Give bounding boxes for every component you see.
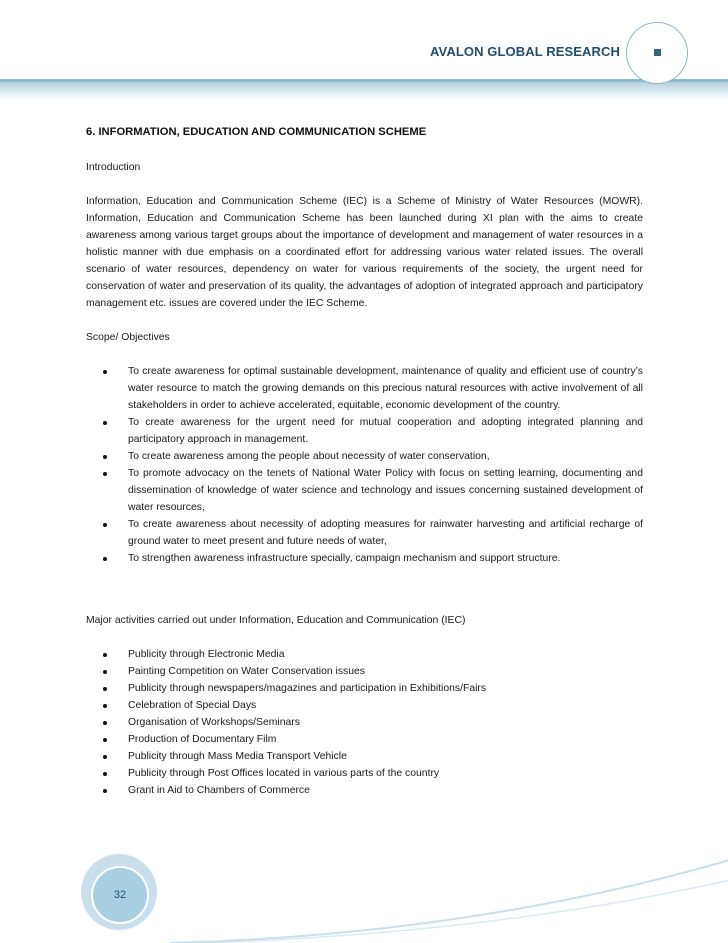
list-item: Organisation of Workshops/Seminars	[86, 714, 643, 731]
header-title: AVALON GLOBAL RESEARCH	[430, 44, 620, 59]
list-item: To promote advocacy on the tenets of National Water Policy with focus on setting learning, documenting and dissemination of knowledge of water science and technology and issues concerning sustained development of water resources,	[86, 465, 643, 516]
list-item: Publicity through Electronic Media	[86, 646, 643, 663]
list-item: To create awareness among the people about necessity of water conservation,	[86, 448, 643, 465]
bullet-icon	[103, 755, 107, 759]
bullet-icon	[103, 472, 107, 476]
bullet-icon	[103, 772, 107, 776]
list-item: To create awareness about necessity of adopting measures for rainwater harvesting and artificial recharge of ground water to meet present and future needs of water,	[86, 516, 643, 550]
bullet-icon	[103, 687, 107, 691]
section-heading: 6. INFORMATION, EDUCATION AND COMMUNICATION SCHEME	[86, 126, 427, 138]
list-item: Grant in Aid to Chambers of Commerce	[86, 782, 643, 799]
header-rule	[0, 79, 728, 82]
objectives-list	[86, 363, 643, 567]
list-item: Production of Documentary Film	[86, 731, 643, 748]
square-bullet-icon	[654, 49, 661, 56]
bullet-icon	[103, 421, 107, 425]
intro-paragraph: Information, Education and Communication Scheme (IEC) is a Scheme of Ministry of Water Resources (MOWR). Information, Education and Communication Scheme has been launched during XI plan with the aims to create awareness among various target groups about the importance of development and management of water resources in a holistic manner with due emphasis on a coordinated effort for addressing various water related issues. The overall scenario of water resources, dependency on water for various requirements of the society, the urgent need for conservation of water and preservation of its quality, the advantages of adoption of integrated approach and participatory management etc. issues are covered under the IEC Scheme.	[86, 196, 643, 309]
bullet-icon	[103, 738, 107, 742]
bullet-icon	[103, 455, 107, 459]
bullet-icon	[103, 653, 107, 657]
bullet-icon	[103, 670, 107, 674]
list-item: Painting Competition on Water Conservation issues	[86, 663, 643, 680]
list-item: Publicity through Post Offices located in various parts of the country	[86, 765, 643, 782]
intro-label: Introduction	[86, 162, 141, 173]
activities-label: Major activities carried out under Information, Education and Communication (IEC)	[86, 615, 466, 626]
scope-label: Scope/ Objectives	[86, 332, 170, 343]
bullet-icon	[103, 370, 107, 374]
list-item: To strengthen awareness infrastructure specially, campaign mechanism and support structure.	[86, 550, 643, 567]
activities-list	[86, 646, 643, 799]
bullet-icon	[103, 721, 107, 725]
bullet-icon	[103, 704, 107, 708]
list-item: To create awareness for the urgent need for mutual cooperation and adopting integrated planning and participatory approach in management.	[86, 414, 643, 448]
bullet-icon	[103, 557, 107, 561]
bullet-icon	[103, 789, 107, 793]
list-item: To create awareness for optimal sustainable development, maintenance of quality and efficient use of country’s water resource to match the growing demands on this precious natural resources with active involvement of all stakeholders in order to achieve accelerated, equitable, economic development of the country.	[86, 363, 643, 414]
page-content	[86, 124, 643, 816]
list-item: Celebration of Special Days	[86, 697, 643, 714]
footer-curve-ornament	[170, 840, 728, 943]
spacer	[86, 584, 643, 612]
list-item: Publicity through newspapers/magazines and participation in Exhibitions/Fairs	[86, 680, 643, 697]
header-band	[0, 79, 728, 101]
page-number-badge	[91, 866, 149, 924]
list-item: Publicity through Mass Media Transport Vehicle	[86, 748, 643, 765]
page-number: 32	[113, 889, 127, 901]
bullet-icon	[103, 523, 107, 527]
page-header	[0, 0, 728, 110]
